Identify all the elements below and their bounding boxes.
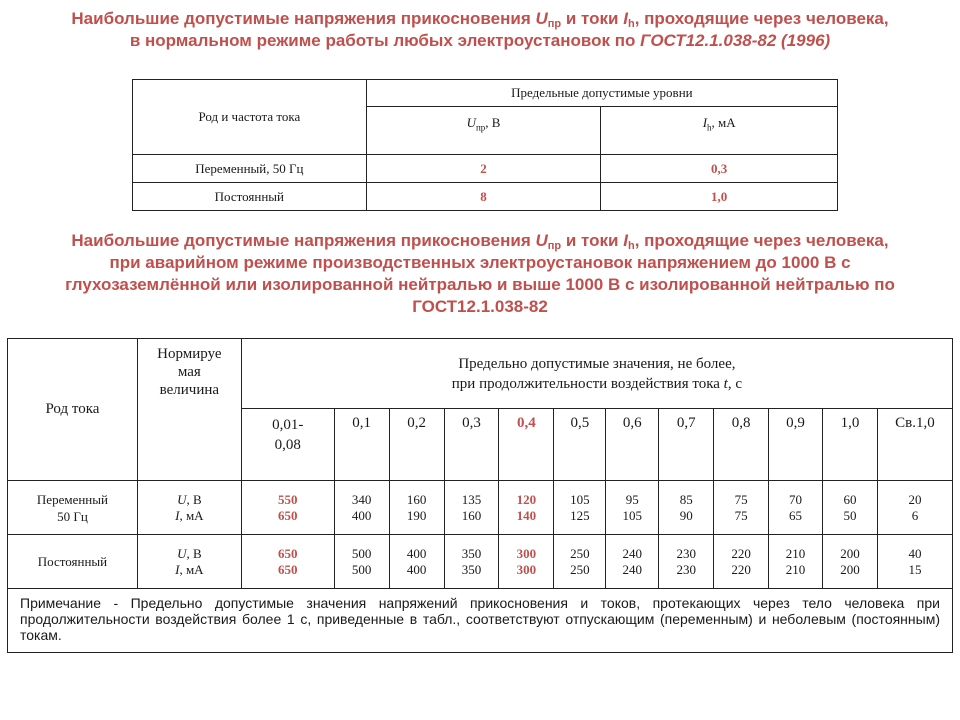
value-cell — [659, 481, 714, 535]
value-current: 650 — [278, 507, 298, 523]
header-current — [601, 107, 838, 155]
value-voltage: 2 — [366, 155, 601, 183]
value-voltage: 60 — [843, 491, 857, 507]
value-current: 1,0 — [601, 183, 838, 211]
value-voltage: 550 — [278, 491, 298, 507]
duration-cell: 0,5 — [554, 409, 606, 481]
value-cell — [241, 481, 334, 535]
value-cell — [606, 535, 659, 589]
duration-text: 0,08 — [274, 437, 301, 453]
unit-label: , В — [186, 545, 202, 561]
value-current: 15 — [908, 561, 922, 577]
duration-cell: 0,6 — [606, 409, 659, 481]
heading-normal-line2 — [0, 30, 960, 52]
value-voltage: 20 — [908, 491, 922, 507]
unit-label: , В — [186, 491, 202, 507]
header-limit-values — [241, 339, 952, 409]
value-current: 50 — [843, 507, 857, 523]
row-kind: Переменный, 50 Гц — [133, 155, 367, 183]
value-cell — [499, 481, 554, 535]
quantity-current — [138, 508, 241, 524]
value-cell — [241, 535, 334, 589]
header-text — [242, 374, 952, 394]
i-symbol: I — [175, 561, 180, 577]
i-subscript: h — [707, 122, 712, 133]
value-voltage: 200 — [840, 545, 860, 561]
i-symbol: I — [175, 507, 180, 523]
value-current: 140 — [516, 507, 537, 523]
row-kind: Постоянный — [133, 183, 367, 211]
row-kind-text: 50 Гц — [57, 508, 88, 524]
value-cell — [877, 535, 952, 589]
table-note: Примечание - Предельно допустимые значения напряжений прикосновения и токов, протекающих через тело человека при продолжительности воздействия более 1 с, приведенные в табл., соответствуют отпускающим (переменным) и неболевым (постоянным) токам. — [8, 589, 953, 653]
row-kind-dc: Постоянный — [8, 535, 138, 589]
value-current: 250 — [570, 561, 590, 577]
value-cell — [877, 481, 952, 535]
value-current: 500 — [351, 561, 372, 577]
value-voltage: 75 — [734, 491, 748, 507]
table-row-ac — [8, 481, 953, 535]
row-kind-text: Переменный — [36, 491, 108, 507]
header-normalized-quantity — [137, 339, 241, 481]
value-voltage: 500 — [351, 545, 372, 561]
heading-text: Наибольшие допустимые напряжения прикосновения — [71, 9, 536, 28]
value-current: 105 — [622, 507, 643, 523]
duration-cell: 0,2 — [389, 409, 444, 481]
value-cell — [823, 535, 878, 589]
value-voltage: 350 — [461, 545, 482, 561]
header-text-part: при продолжительности воздействия тока — [451, 375, 724, 392]
header-current-kind: Род и частота тока — [133, 80, 367, 155]
value-cell — [389, 535, 444, 589]
header-text: величина — [159, 382, 220, 398]
heading-emergency-line2: при аварийном режиме производственных электроустановок напряжением до 1000 В с — [109, 253, 851, 272]
value-cell — [499, 535, 554, 589]
duration-cell: 0,9 — [769, 409, 823, 481]
u-subscript: пр — [547, 18, 562, 30]
heading-text: и токи — [561, 231, 624, 250]
header-text: мая — [177, 364, 201, 380]
duration-cell: 0,8 — [714, 409, 769, 481]
value-voltage: 40 — [908, 545, 922, 561]
u-symbol: U — [177, 491, 187, 507]
unit-label: , В — [485, 115, 501, 130]
value-current: 90 — [679, 507, 693, 523]
value-cell — [389, 481, 444, 535]
u-symbol: U — [466, 115, 476, 130]
value-voltage: 85 — [679, 491, 693, 507]
value-current: 190 — [406, 507, 427, 523]
value-voltage: 250 — [570, 545, 590, 561]
i-subscript: h — [627, 18, 635, 30]
normal-mode-table — [132, 79, 838, 211]
header-current-kind: Род тока — [8, 339, 138, 481]
value-current: 650 — [278, 561, 298, 577]
quantity-cell — [137, 481, 241, 535]
value-current: 6 — [911, 507, 919, 523]
table-row-dc — [8, 535, 953, 589]
heading-text: , проходящие через человека, — [634, 9, 889, 28]
duration-cell: 1,0 — [823, 409, 878, 481]
u-subscript: пр — [547, 240, 562, 252]
value-cell — [714, 481, 769, 535]
value-current: 200 — [840, 561, 860, 577]
u-symbol: U — [535, 231, 548, 250]
value-current: 400 — [351, 507, 372, 523]
duration-cell — [241, 409, 334, 481]
value-cell — [659, 535, 714, 589]
quantity-cell — [137, 535, 241, 589]
value-cell — [334, 535, 389, 589]
header-limit-levels: Предельные допустимые уровни — [366, 80, 837, 107]
heading-text: Наибольшие допустимые напряжения прикосновения — [71, 231, 536, 250]
value-voltage: 95 — [625, 491, 639, 507]
value-current: 160 — [461, 507, 482, 523]
quantity-voltage — [138, 492, 241, 508]
value-cell — [769, 481, 823, 535]
value-current: 0,3 — [601, 155, 838, 183]
heading-normal-line1 — [0, 8, 960, 30]
value-cell — [714, 535, 769, 589]
t-symbol: t — [723, 375, 728, 392]
i-symbol: I — [623, 9, 628, 28]
value-current: 240 — [622, 561, 643, 577]
value-cell — [769, 535, 823, 589]
value-cell — [334, 481, 389, 535]
u-symbol: U — [177, 545, 187, 561]
u-symbol: U — [535, 9, 548, 28]
duration-cell: 0,7 — [659, 409, 714, 481]
duration-cell: 0,3 — [444, 409, 499, 481]
u-subscript: пр — [475, 122, 486, 133]
value-current: 300 — [516, 561, 537, 577]
duration-cell: Св.1,0 — [877, 409, 952, 481]
value-current: 400 — [406, 561, 427, 577]
value-voltage: 70 — [789, 491, 803, 507]
standard-reference: ГОСТ12.1.038-82 (1996) — [640, 31, 831, 50]
row-kind-ac — [8, 481, 138, 535]
heading-emergency-mode — [0, 230, 960, 318]
value-voltage: 650 — [278, 545, 298, 561]
heading-text: в нормальном режиме работы любых электроустановок по — [129, 31, 641, 50]
i-symbol: I — [702, 115, 708, 130]
value-voltage: 220 — [731, 545, 751, 561]
heading-normal-mode — [0, 8, 960, 52]
i-symbol: I — [623, 231, 628, 250]
value-cell — [554, 535, 606, 589]
header-text: Предельно допустимые значения, не более, — [458, 355, 736, 372]
unit-label: , мА — [179, 507, 204, 523]
value-current: 125 — [570, 507, 590, 523]
heading-emergency-line3: глухозаземлённой или изолированной нейтралью и выше 1000 В с изолированной нейтралью по — [65, 275, 895, 294]
value-voltage: 340 — [351, 491, 372, 507]
value-voltage: 210 — [785, 545, 806, 561]
value-cell — [823, 481, 878, 535]
value-voltage: 135 — [461, 491, 482, 507]
header-voltage — [366, 107, 601, 155]
value-voltage: 230 — [676, 545, 696, 561]
duration-cell-highlight: 0,4 — [499, 409, 554, 481]
value-voltage: 400 — [406, 545, 427, 561]
header-text-part: , с — [727, 375, 743, 392]
value-voltage: 8 — [366, 183, 601, 211]
heading-text: и токи — [561, 9, 624, 28]
value-voltage: 105 — [570, 491, 590, 507]
table-row — [133, 155, 838, 183]
value-current: 210 — [785, 561, 806, 577]
value-current: 230 — [676, 561, 696, 577]
value-voltage: 240 — [622, 545, 643, 561]
value-current: 75 — [734, 507, 748, 523]
value-voltage: 120 — [516, 491, 537, 507]
value-current: 220 — [731, 561, 751, 577]
unit-label: , мА — [179, 561, 204, 577]
value-cell — [444, 535, 499, 589]
value-cell — [444, 481, 499, 535]
value-cell — [554, 481, 606, 535]
value-voltage: 160 — [406, 491, 427, 507]
i-subscript: h — [627, 240, 635, 252]
value-current: 350 — [461, 561, 482, 577]
heading-text: , проходящие через человека, — [634, 231, 889, 250]
duration-cell: 0,1 — [334, 409, 389, 481]
header-text: Нормируе — [157, 346, 222, 362]
heading-emergency-line4: ГОСТ12.1.038-82 — [412, 297, 548, 316]
unit-label: , мА — [711, 115, 736, 130]
value-voltage: 300 — [516, 545, 537, 561]
value-current: 65 — [789, 507, 803, 523]
value-cell — [606, 481, 659, 535]
quantity-current — [138, 562, 241, 578]
emergency-mode-table — [7, 338, 953, 653]
duration-text: 0,01- — [272, 417, 304, 433]
table-row — [133, 183, 838, 211]
heading-emergency-line1 — [0, 230, 960, 252]
quantity-voltage — [138, 546, 241, 562]
